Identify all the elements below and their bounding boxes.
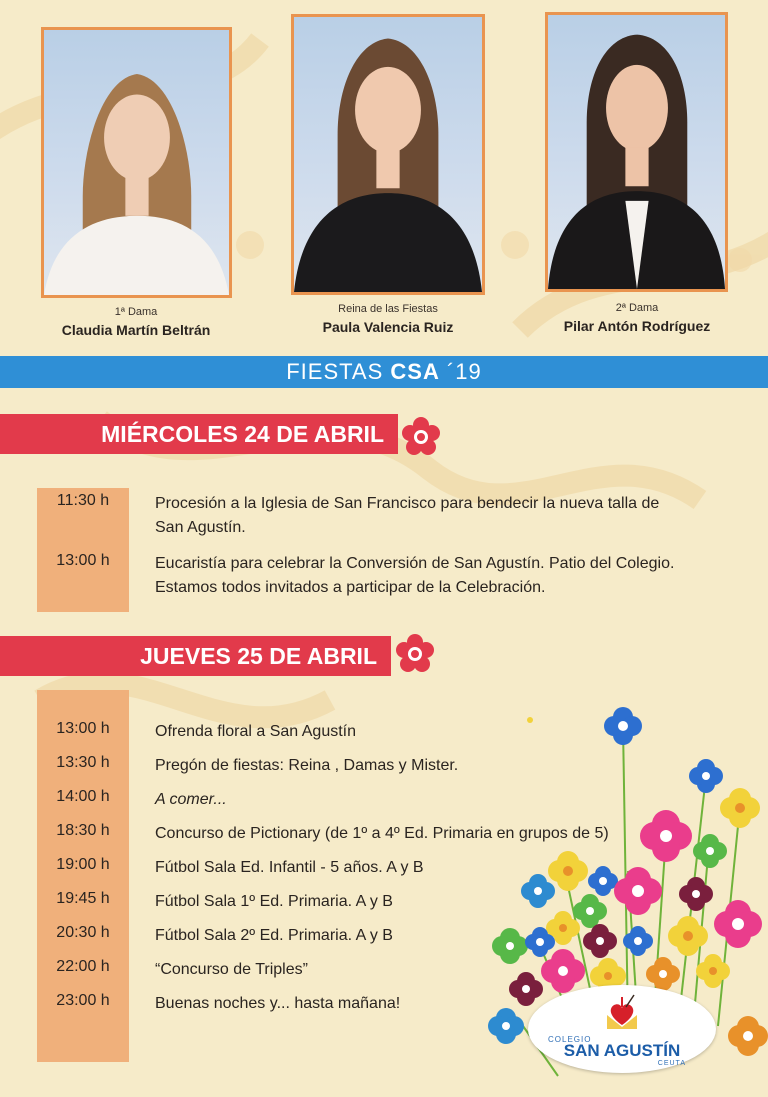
caption-claudia [36,306,236,338]
event-description: Ofrenda floral a San Agustín [155,723,357,740]
caption-paula [288,303,488,335]
school-logo [528,985,716,1073]
portrait-paula [291,14,485,295]
event-description: Concurso de Pictionary (de 1º a 4º Ed. Primaria en grupos de 5) [155,825,609,842]
fiestas-header-bar [0,356,768,388]
day-band-miercoles [0,414,398,454]
queen-name: Claudia Martín Beltrán [61,322,211,338]
event-time: 19:00 h [56,856,110,873]
event-description: Fútbol Sala Ed. Infantil - 5 años. A y B [155,859,424,876]
event-description: Fútbol Sala 2º Ed. Primaria. A y B [155,927,393,944]
queen-name: Paula Valencia Ruiz [322,319,454,335]
logo-city-text: CEUTA [657,1060,686,1067]
queen-role: 1ª Dama [114,306,158,318]
caption-pilar [537,302,737,334]
event-time: 18:30 h [56,822,110,839]
event-time: 13:00 h [56,720,110,737]
event-time: 22:00 h [56,958,110,975]
queen-name: Pilar Antón Rodríguez [563,318,711,334]
event-time: 13:00 h [56,552,110,569]
day-title: MIÉRCOLES 24 DE ABRIL [101,421,384,447]
logo-colegio-text: COLEGIO [548,1035,592,1044]
event-description: Pregón de fiestas: Reina , Damas y Mister. [155,757,459,774]
heart-book-icon [604,993,640,1033]
event-description: Eucaristía para celebrar la Conversión de San Agustín. Patio del Colegio. Estamos todos invitados a participar de la Celebración. [155,555,675,596]
portrait-claudia [41,27,232,298]
portrait-pilar [545,12,728,292]
event-description: Buenas noches y... hasta mañana! [155,995,401,1012]
event-description: Fútbol Sala 1º Ed. Primaria. A y B [155,893,393,910]
event-time: 13:30 h [56,754,110,771]
header-year: ´19 [446,359,482,384]
event-time: 11:30 h [56,492,110,509]
event-time: 19:45 h [56,890,110,907]
event-description: A comer... [155,791,227,808]
event-description: Procesión a la Iglesia de San Francisco para bendecir la nueva talla de San Agustín. [155,495,660,536]
header-prefix: FIESTAS [286,359,384,384]
day-title: JUEVES 25 DE ABRIL [140,643,377,669]
logo-school-name: SAN AGUSTÍN [563,1041,681,1060]
event-description: “Concurso de Triples” [155,961,308,978]
day-band-jueves [0,636,391,676]
flower-icon [394,633,436,675]
event-time: 23:00 h [56,992,110,1009]
event-time: 14:00 h [56,788,110,805]
event-time: 20:30 h [56,924,110,941]
queen-role: 2ª Dama [615,302,659,314]
queen-role: Reina de las Fiestas [338,303,438,315]
flower-icon [400,416,442,458]
header-brand: CSA [390,359,440,384]
